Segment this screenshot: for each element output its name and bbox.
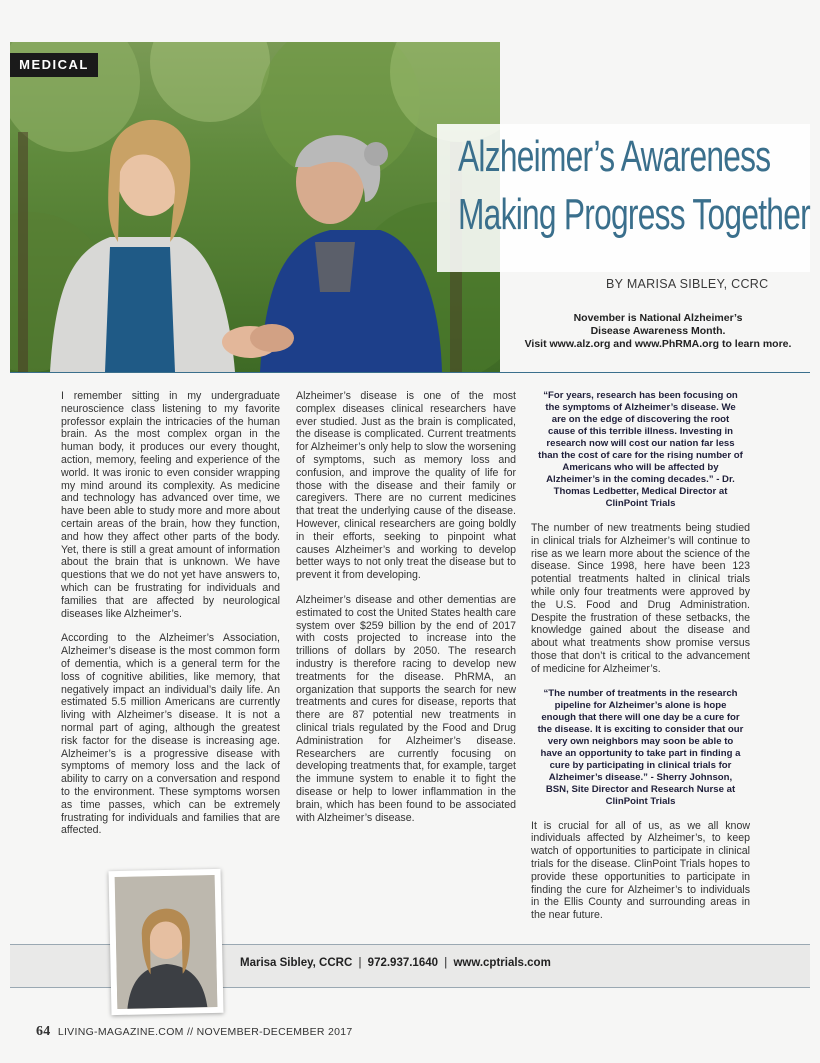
column-3 [531, 390, 750, 934]
paragraph: I remember sitting in my undergraduate neuroscience class listening to my favorite professor explain the intricacies of the human brain. As the most complex organ in the human body, it produces our every thought, action, memory, feeling and experience of the world. It was ironic to even consider wrapping my mind around its complexity. As medicine and technology has advanced over time, we have been able to study more and more about certain areas of the brain, how they function, and how they affect other parts of the body. Yet, there is still a great amount of information about the brain that is unknown. We have questions that we do not yet have answers to, which can be frustrating for individuals and families that are affected by neurological diseases like Alzheimer’s. [61, 390, 280, 620]
awareness-note [508, 312, 808, 351]
note-line-3: Visit www.alz.org and www.PhRMA.org to learn more. [524, 338, 792, 350]
author-name: Marisa Sibley, CCRC [240, 957, 353, 969]
page-number: 64 [36, 1024, 51, 1039]
title-line-1: Alzheimer’s Awareness [458, 132, 771, 181]
issue-date: NOVEMBER-DECEMBER 2017 [196, 1026, 353, 1038]
paragraph: According to the Alzheimer’s Association, Alzheimer’s disease is the most common form of dementia, which is a general term for the loss of cognitive abilities, like memory, that negatively impact an individual’s daily life. An estimated 5.5 million Americans are currently living with Alzheimer’s disease. It is not a normal part of aging, although the greatest risk factor for the disease is increasing age. Alzheimer’s is a progressive disease with symptoms of memory loss and the lack of ability to carry on a conversation and respond to the environment. These symptoms worsen as time passes, which can be extremely frustrating for individuals and families that are affected. [61, 632, 280, 837]
pull-quote: “The number of treatments in the research pipeline for Alzheimer’s alone is hope enough that there will one day be a cure for the disease. It is exciting to consider that our very own neighbors may soon be able to have an opportunity to take part in finding a cure by participating in clinical trials for Alzheimer’s disease.” - Sherry Johnson, BSN, Site Director and Research Nurse at ClinPoint Trials [537, 687, 744, 807]
header-divider [10, 372, 810, 373]
paragraph: The number of new treatments being studied in clinical trials for Alzheimer’s will continue to rise as we learn more about the science of the disease. Since 1998, here have been 123 potential treatments halted in clinical trials while only four treatments were approved by the U.S. Food and Drug Administration. Despite the frustration of these setbacks, the knowledge gained about the disease and about what treatments show promise versus those that don’t is critical to the advancement of medicine for Alzheimer’s. [531, 522, 750, 675]
hero-photo [10, 42, 500, 372]
section-tag: MEDICAL [10, 53, 98, 77]
note-line-1: November is National Alzheimer’s [573, 312, 743, 324]
author-contact [240, 957, 551, 969]
note-line-2: Disease Awareness Month. [590, 325, 726, 337]
byline: BY MARISA SIBLEY, CCRC [606, 277, 769, 291]
author-phone[interactable]: 972.937.1640 [367, 957, 439, 969]
publication-name: LIVING-MAGAZINE.COM [57, 1026, 184, 1038]
paragraph: Alzheimer’s disease is one of the most complex diseases clinical researchers have ever studied. Just as the brain is complicated, the disease is complicated. Current treatments for Alzheimer’s only help to slow the worsening of symptoms, such as memory loss and confusion, and improve the quality of life for those with the disease and their family or caregivers. There are no current medicines that treat the underlying cause of the disease. However, clinical researchers are going boldly in their efforts, seeking to pinpoint what causes Alzheimer’s and working to develop better ways to not only treat the disease but to prevent it from developing. [296, 390, 516, 582]
column-2 [296, 390, 516, 836]
separator: | [444, 957, 448, 969]
separator: | [358, 957, 362, 969]
portrait-illustration [115, 875, 218, 1009]
paragraph: It is crucial for all of us, as we all know individuals affected by Alzheimer’s, to keep watch of opportunities to participate in clinical trials for the disease. ClinPoint Trials hopes to provide these opportunities to participate in finding the cure for Alzheimer’s to individuals in the Ellis County and surrounding areas in the near future. [531, 819, 750, 922]
paragraph: Alzheimer’s disease and other dementias are estimated to cost the United States health care system over $259 billion by the end of 2017 with costs projected to increase into the trillions of dollars by 2050. The research industry is therefore racing to develop new treatments for the disease. PhRMA, an organization that supports the search for new treatments and cures for disease, reports that there are 87 potential new treatments in clinical trials regulated by the Food and Drug Administration for Alzheimer’s disease. Researchers are currently focusing on developing treatments that, for example, target the immune system to enable it to fight the disease or help to lower inflammation in the brain, which has been found to be associated with Alzheimer’s disease. [296, 593, 516, 824]
author-website-link[interactable]: www.cptrials.com [453, 957, 551, 969]
author-photo [109, 869, 224, 1015]
author-portrait [115, 875, 218, 1009]
hero-photo-illustration [10, 42, 500, 372]
title-line-2: Making Progress Together [458, 190, 810, 239]
column-1 [61, 390, 280, 849]
article-title [458, 128, 810, 244]
page-folio [36, 1024, 353, 1040]
pull-quote: “For years, research has been focusing on the symptoms of Alzheimer’s disease. We are on the edge of discovering the root cause of this terrible illness. Investing in research now will cost our nation far less than the cost of care for the rising number of Americans who will be affected by Alzheimer’s in the coming decades.” - Dr. Thomas Ledbetter, Medical Director at ClinPoint Trials [538, 390, 743, 509]
folio-divider: // [186, 1026, 194, 1038]
